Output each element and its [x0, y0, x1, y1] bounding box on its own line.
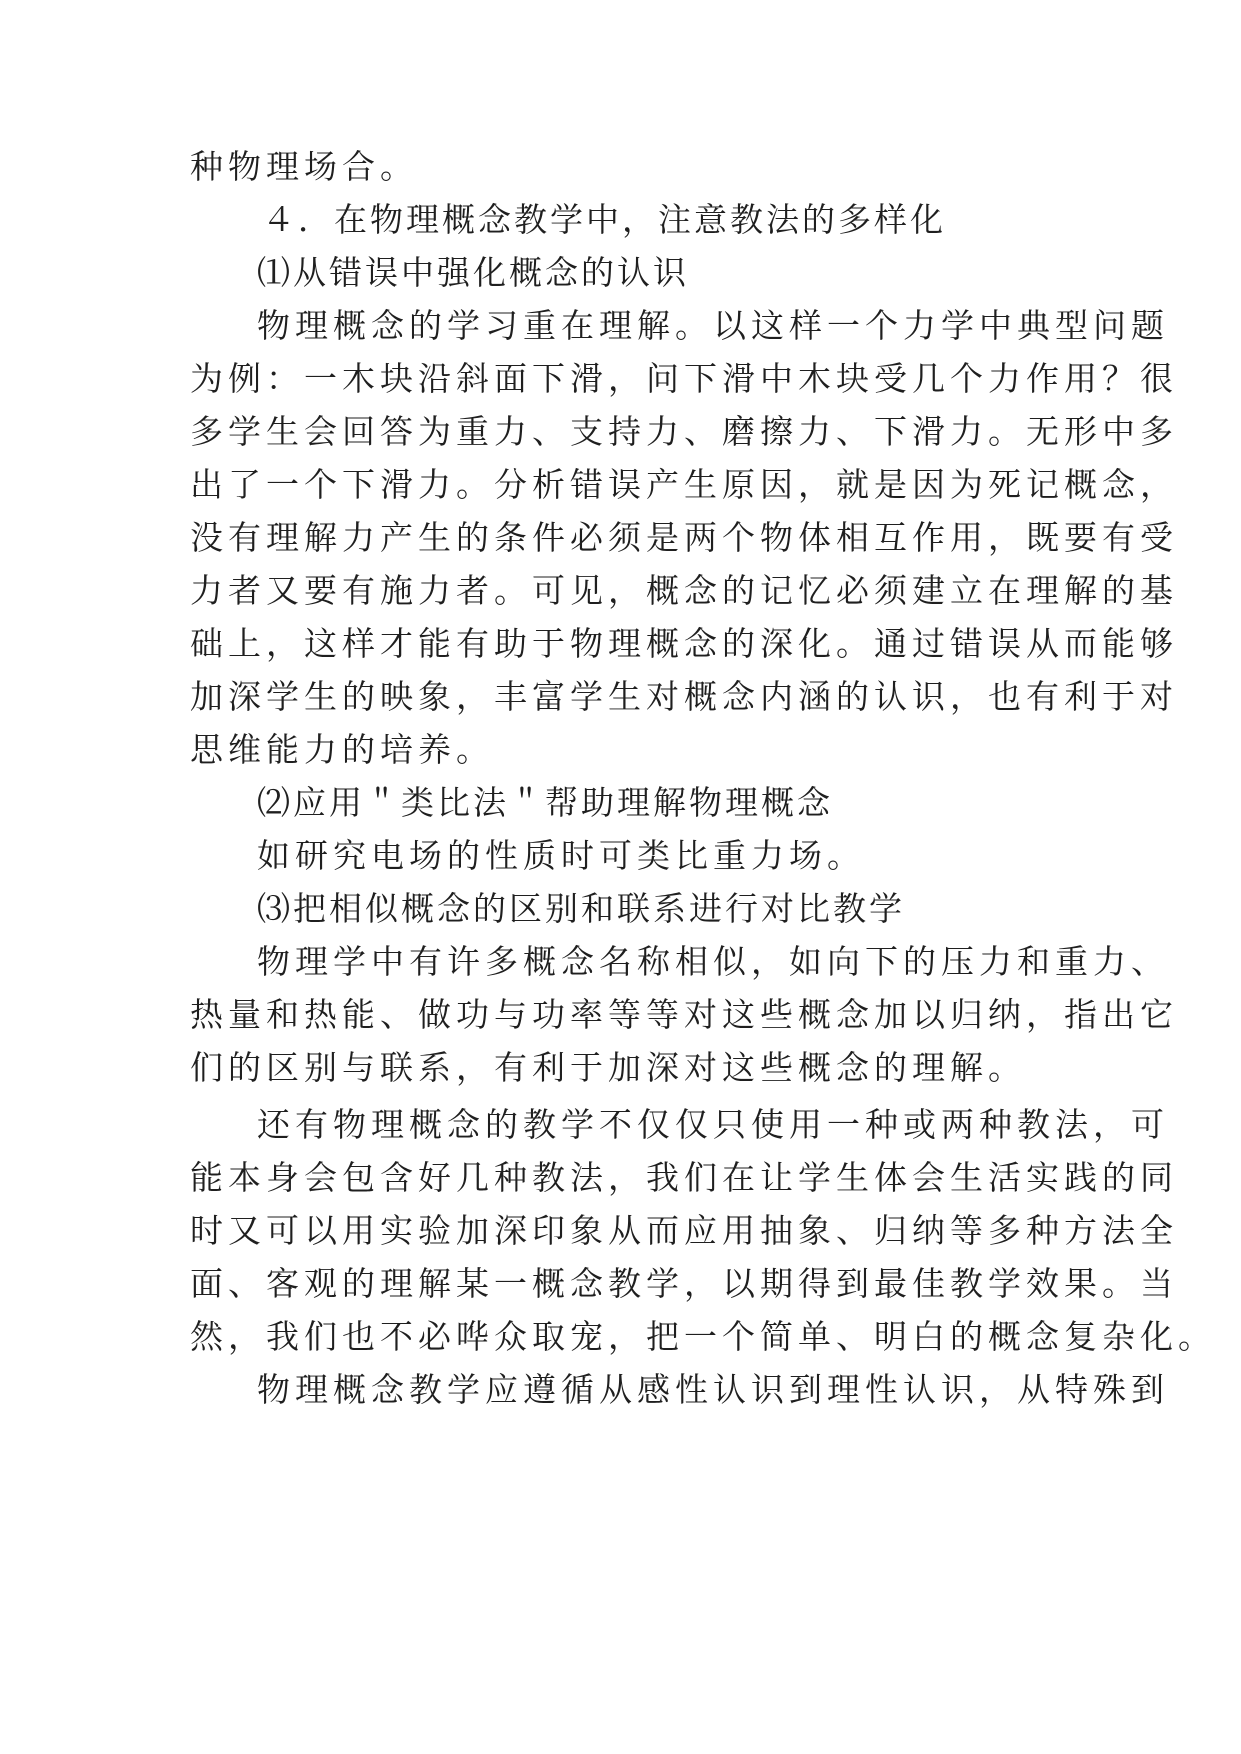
- subsection-heading: ⑶把相似概念的区别和联系进行对比教学: [257, 889, 905, 928]
- paragraph-line: 没有理解力产生的条件必须是两个物体相互作用，既要有受: [190, 518, 1178, 557]
- paragraph-line: 面、客观的理解某一概念教学，以期得到最佳教学效果。当: [190, 1264, 1178, 1303]
- paragraph-line: 物理概念教学应遵循从感性认识到理性认识，从特殊到: [257, 1370, 1169, 1409]
- paragraph-line: 物理学中有许多概念名称相似，如向下的压力和重力、: [257, 942, 1169, 981]
- paragraph-line: 种物理场合。: [190, 147, 418, 186]
- paragraph-line: 能本身会包含好几种教法，我们在让学生体会生活实践的同: [190, 1158, 1178, 1197]
- paragraph-line: 为例：一木块沿斜面下滑，问下滑中木块受几个力作用？很: [190, 359, 1178, 398]
- paragraph-line: 思维能力的培养。: [190, 730, 494, 769]
- paragraph-line: 出了一个下滑力。分析错误产生原因，就是因为死记概念，: [190, 465, 1178, 504]
- paragraph-line: 多学生会回答为重力、支持力、磨擦力、下滑力。无形中多: [190, 412, 1178, 451]
- subsection-heading: ⑵应用＂类比法＂帮助理解物理概念: [257, 783, 833, 822]
- paragraph-line: 热量和热能、做功与功率等等对这些概念加以归纳，指出它: [190, 995, 1178, 1034]
- paragraph-line: 时又可以用实验加深印象从而应用抽象、归纳等多种方法全: [190, 1211, 1178, 1250]
- paragraph-line: 物理概念的学习重在理解。以这样一个力学中典型问题: [257, 306, 1169, 345]
- paragraph-line: 加深学生的映象，丰富学生对概念内涵的认识，也有利于对: [190, 677, 1178, 716]
- subsection-heading: ⑴从错误中强化概念的认识: [257, 253, 689, 292]
- paragraph-line: 然，我们也不必哗众取宠，把一个简单、明白的概念复杂化。: [190, 1317, 1216, 1356]
- paragraph-line: 础上，这样才能有助于物理概念的深化。通过错误从而能够: [190, 624, 1178, 663]
- paragraph-line: 如研究电场的性质时可类比重力场。: [257, 836, 865, 875]
- paragraph-line: 力者又要有施力者。可见，概念的记忆必须建立在理解的基: [190, 571, 1178, 610]
- section-heading: ４．在物理概念教学中，注意教法的多样化: [262, 200, 946, 239]
- paragraph-line: 还有物理概念的教学不仅仅只使用一种或两种教法，可: [257, 1105, 1169, 1144]
- paragraph-line: 们的区别与联系，有利于加深对这些概念的理解。: [190, 1048, 1026, 1087]
